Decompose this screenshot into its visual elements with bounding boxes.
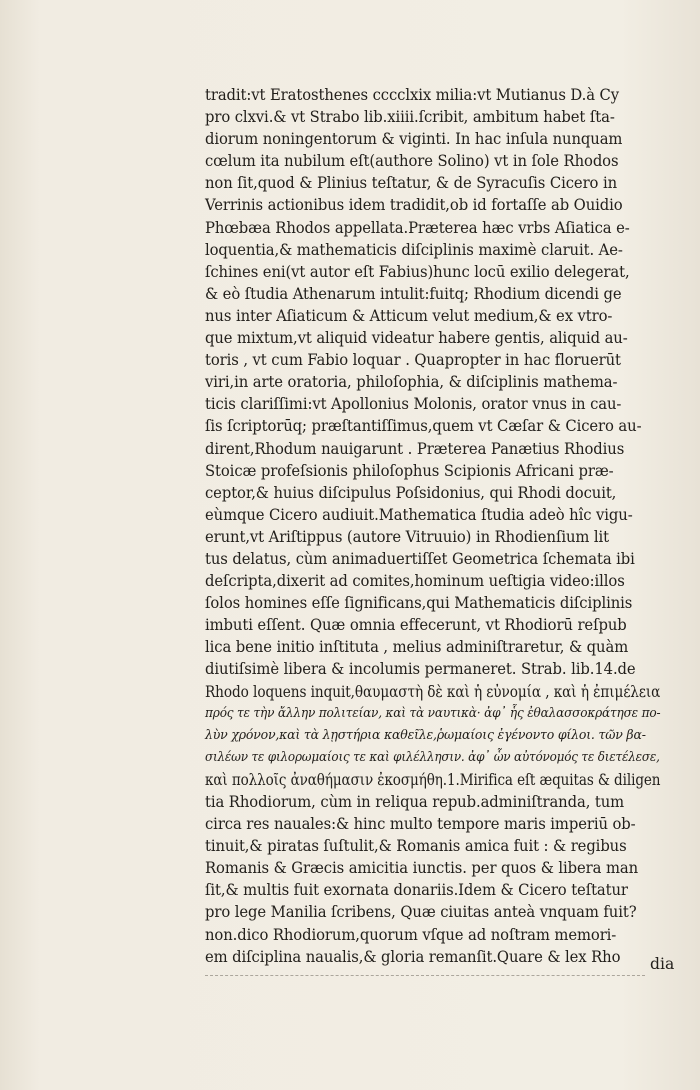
text-line: viri,in arte oratoria, philoſophia, & diſciplinis mathema- [205,373,618,392]
greek-text-line: σιλέων τε φιλορωμαίοις τε καὶ φιλέλλησιν. ἀφ᾽ ὧν αὐτόνομός τε διετέλεσε, [205,749,660,765]
text-line: diorum noningentorum & viginti. In hac inſula nunquam [205,130,623,149]
text-line: diutiſsimè libera & incolumis permaneret. Strab. lib.14.de [205,660,636,679]
text-line: tus delatus, cùm animaduertiſſet Geometrica ſchemata ibi [205,549,635,568]
text-line: tinuit,& piratas ſuſtulit,& Romanis amica fuit : & regibus [205,837,627,856]
body-text [205,84,685,968]
text-line: ticis clariſſimi:vt Apollonius Molonis, orator vnus in cau- [205,395,622,414]
text-line: imbuti eſſent. Quæ omnia effecerunt, vt Rhodiorū reſpub [205,616,627,635]
text-line: circa res nauales:& hinc multo tempore maris imperiū ob- [205,815,636,834]
text-line: tradit:vt Eratosthenes cccclxix milia:vt Mutianus D.à Cy [205,86,620,104]
text-line: non.dico Rhodiorum,quorum vſque ad noſtram memori- [205,925,617,944]
text-line: eùmque Cicero audiuit.Mathematica ſtudia adeò hîc vigu- [205,505,633,524]
text-line: Verrinis actionibus idem tradidit,ob id fortaſſe ab Ouidio [205,196,623,215]
text-line: καὶ πολλοῖς ἀναθήμασιν ἐκοσμήθη.1.Mirifica eſt æquitas & diligen [205,770,661,789]
text-line: lica bene initio inſtituta , melius adminiſtraretur, & quàm [205,638,629,657]
text-line: Stoicæ profeſsionis philoſophus Scipionis Africani præ- [205,461,614,480]
text-line: toris , vt cum Fabio loquar . Quapropter in hac floruerūt [205,351,621,370]
text-line: Phœbæa Rhodos appellata.Præterea hæc vrbs Aſiatica e- [205,218,630,237]
text-line: pro lege Manilia ſcribens, Quæ ciuitas anteà vnquam fuit? [205,903,637,922]
text-line: cœlum ita nubilum eſt(authore Solino) vt in ſole Rhodos [205,152,619,171]
text-line: ſit,& multis fuit exornata donariis.Idem & Cicero teſtatur [205,881,628,900]
text-line: deſcripta,dixerit ad comites,hominum ueſtigia video:illos [205,572,625,591]
text-line: & eò ſtudia Athenarum intulit:fuitq; Rhodium dicendi ge [205,284,622,303]
text-line: que mixtum,vt aliquid videatur habere gentis, aliquid au- [205,329,628,348]
bottom-rule [205,975,645,976]
text-line: dirent,Rhodum nauigarunt . Præterea Panætius Rhodius [205,439,625,458]
text-line: tia Rhodiorum, cùm in reliqua repub.adminiſtranda, tum [205,793,625,811]
text-line: em diſciplina naualis,& gloria remanſit.Quare & lex Rho [205,947,621,966]
text-line: Romanis & Græcis amicitia iunctis. per quos & libera man [205,859,639,878]
catchword: dia [650,955,675,973]
text-line: erunt,vt Ariſtippus (autore Vitruuio) in Rhodienſium lit [205,527,610,546]
text-line: ceptor,& huius diſcipulus Poſsidonius, qui Rhodi docuit, [205,483,617,502]
text-line: ſolos homines eſſe ſignificans,qui Mathematicis diſciplinis [205,594,633,613]
text-line: pro clxvi.& vt Strabo lib.xiiii.ſcribit, ambitum habet ſta- [205,108,615,127]
text-line: loquentia,& mathematicis diſciplinis maximè claruit. Ae- [205,240,623,259]
text-line: Rhodo loquens inquit,θαυμαστὴ δὲ καὶ ἡ εὐνομία , καὶ ἡ ἐπιμέλεια [205,682,661,701]
greek-text-line: πρός τε τὴν ἄλλην πολιτείαν, καὶ τὰ ναυτικὰ· ἀφ᾽ ἧς ἐθαλασσοκράτησε πο- [205,705,661,721]
text-line: nus inter Aſiaticum & Atticum velut medium,& ex vtro- [205,306,613,325]
greek-text-line: λὺν χρόνον,καὶ τὰ λῃστήρια καθεῖλε,ῥωμαίοις ἐγένοντο φίλοι. τῶν βα- [205,727,646,743]
text-line: ſchines eni(vt autor eſt Fabius)hunc locū exilio delegerat, [205,262,630,281]
text-line: non ſit,quod & Plinius teſtatur, & de Syracuſis Cicero in [205,174,618,193]
text-line: ſis ſcriptorūq; præſtantiſſimus,quem vt Cæſar & Cicero au- [205,417,642,436]
